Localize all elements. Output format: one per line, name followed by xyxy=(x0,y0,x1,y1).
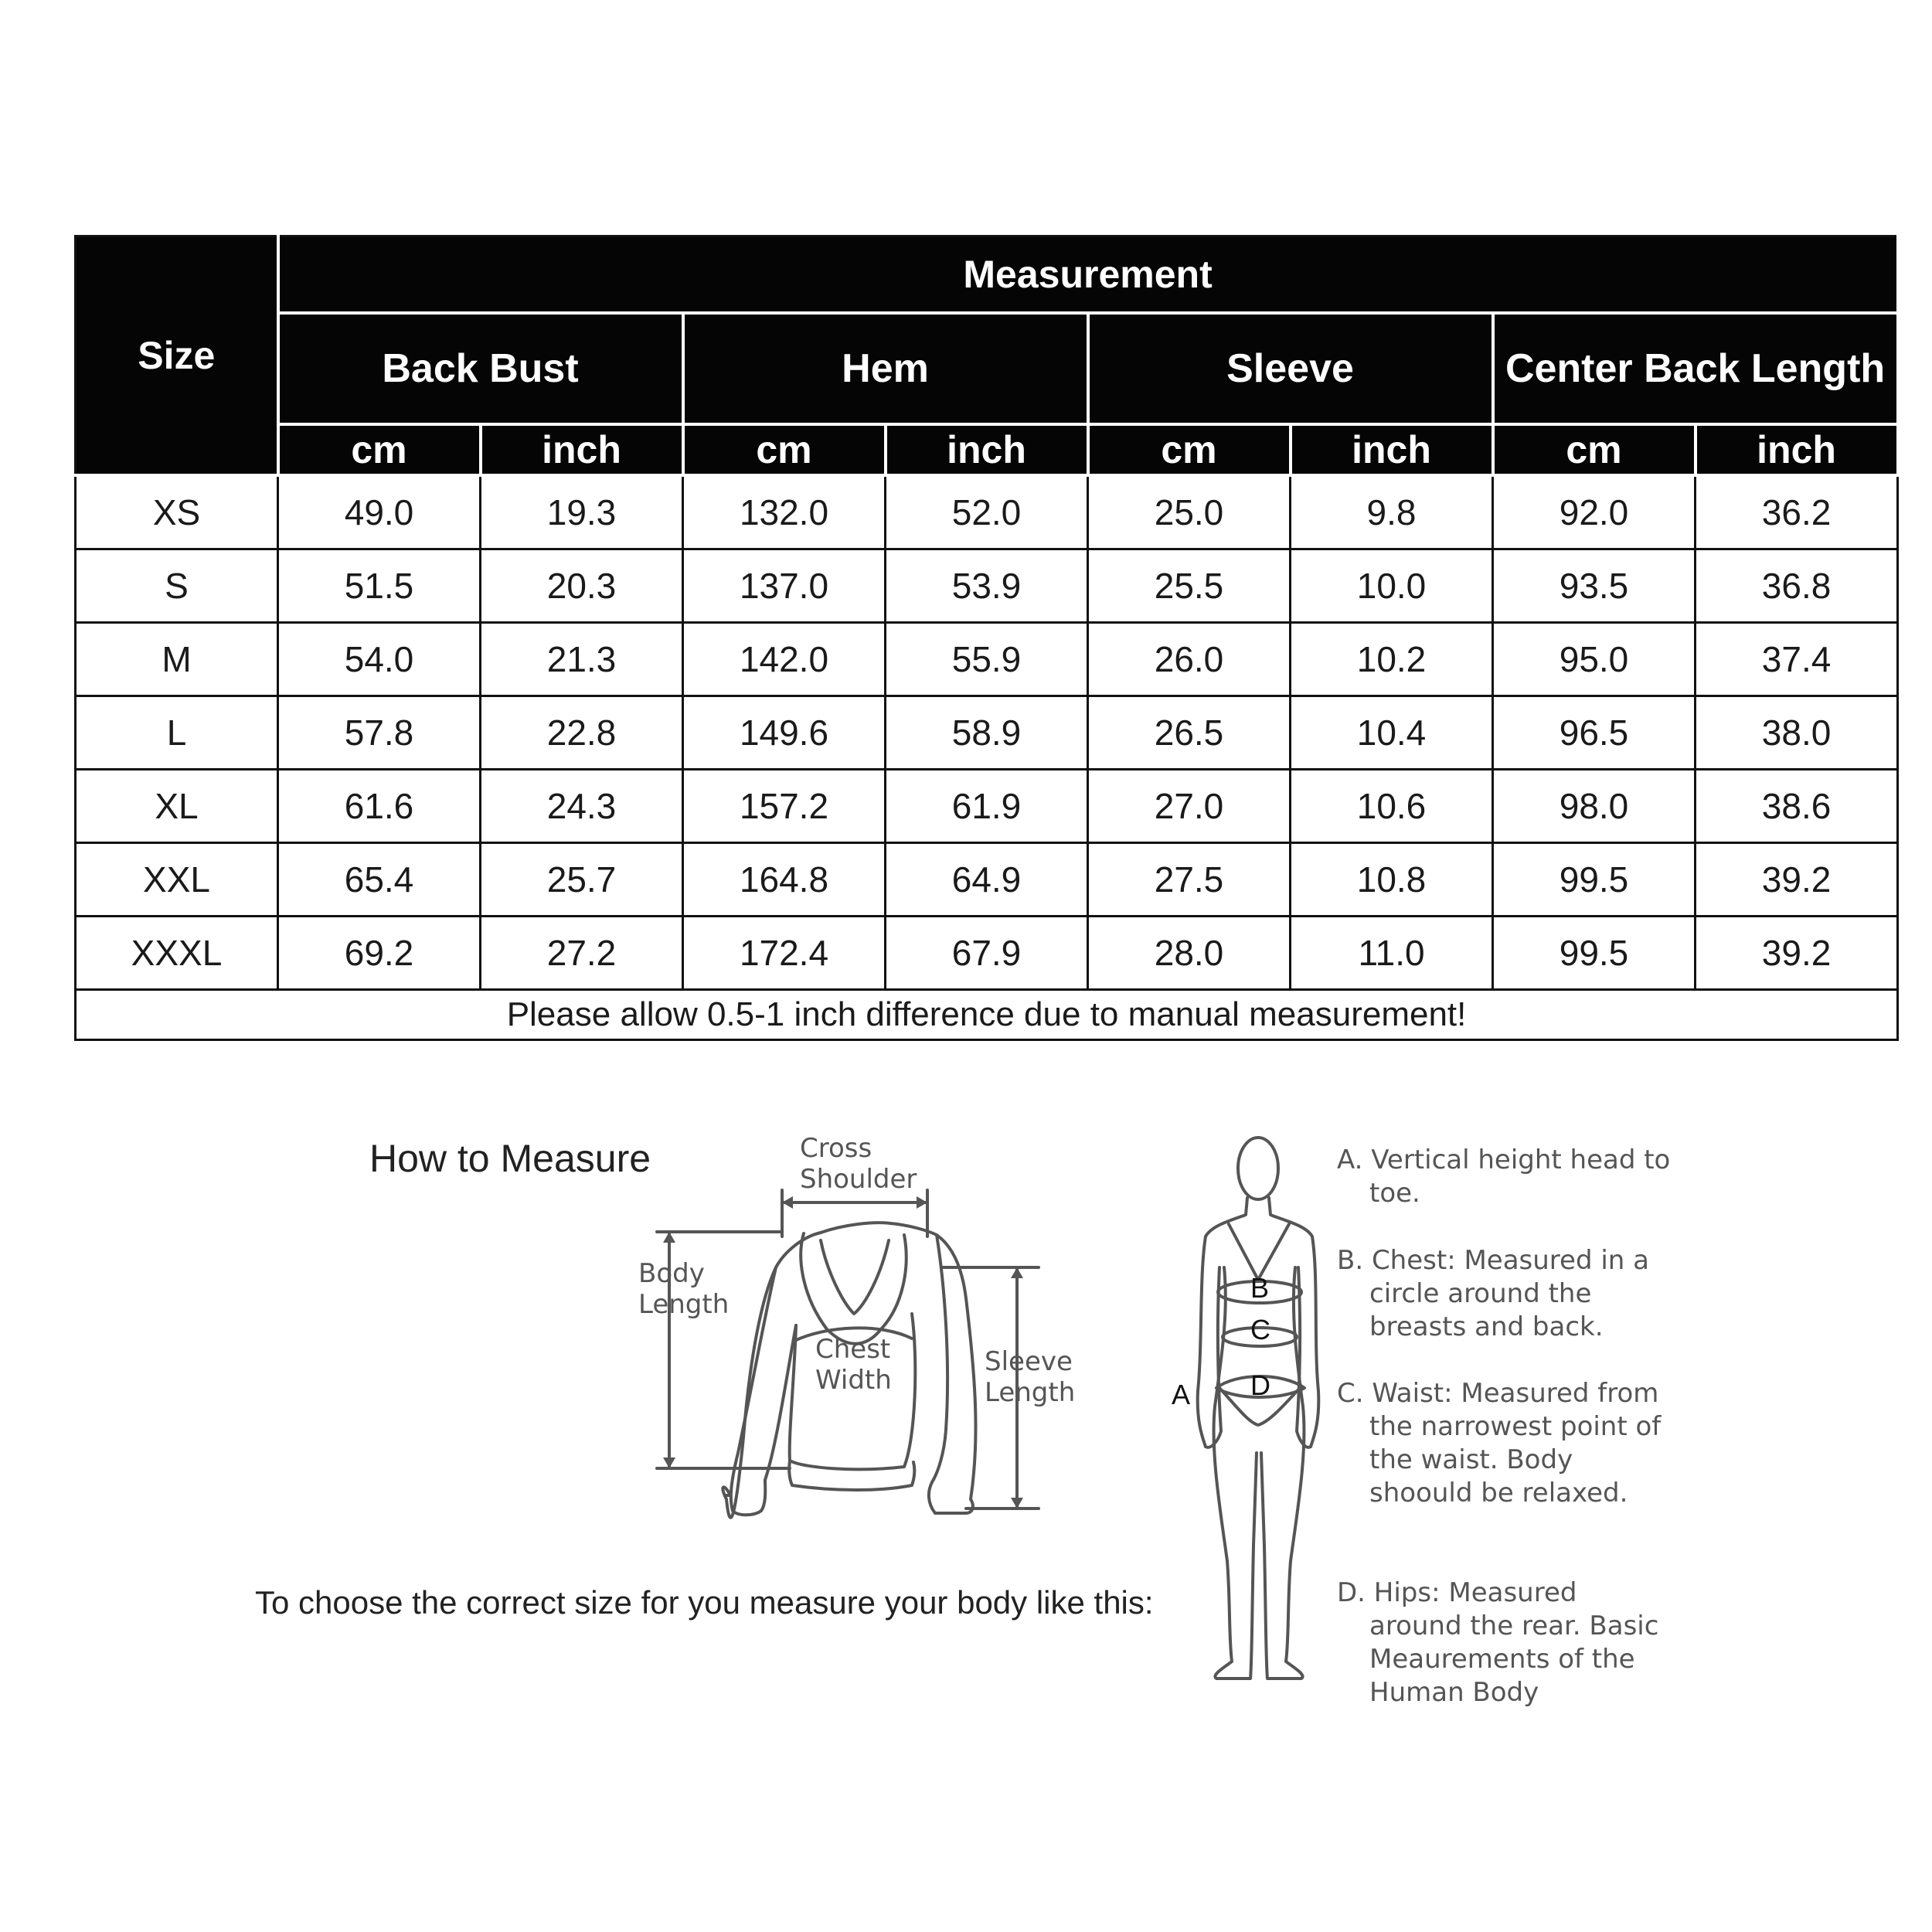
value-cell: 172.4 xyxy=(683,917,886,990)
value-cell: 27.2 xyxy=(481,917,683,990)
legend-text: C. Waist: Measured from the narrowest point of the waist. Body shoould be relaxed. xyxy=(1337,1378,1662,1509)
legend-item-c xyxy=(1337,1377,1677,1510)
legend-item-a xyxy=(1337,1144,1677,1210)
sleeve-length-label xyxy=(985,1346,1075,1408)
size-cell: L xyxy=(76,696,278,770)
body-letter-b: B xyxy=(1250,1272,1270,1304)
unit-header: inch xyxy=(1291,424,1493,475)
body-length-label-line: Body xyxy=(638,1258,705,1289)
measurement-note: Please allow 0.5-1 inch difference due to manual measurement! xyxy=(76,990,1898,1040)
body-length-label xyxy=(638,1258,729,1320)
value-cell: 132.0 xyxy=(683,475,886,549)
size-cell: XS xyxy=(76,475,278,549)
value-cell: 36.2 xyxy=(1696,475,1898,549)
value-cell: 9.8 xyxy=(1291,475,1493,549)
value-cell: 27.5 xyxy=(1088,843,1291,917)
unit-header: cm xyxy=(1493,424,1696,475)
value-cell: 25.7 xyxy=(481,843,683,917)
value-cell: 19.3 xyxy=(481,475,683,549)
how-to-measure-title: How to Measure xyxy=(369,1137,651,1180)
human-body-drawing xyxy=(1198,1138,1319,1679)
body-letter-d: D xyxy=(1250,1369,1270,1401)
value-cell: 25.0 xyxy=(1088,475,1291,549)
value-cell: 39.2 xyxy=(1696,917,1898,990)
value-cell: 20.3 xyxy=(481,549,683,623)
sleeve-length-label-line: Sleeve xyxy=(985,1346,1073,1377)
group-header-hem: Hem xyxy=(683,313,1088,424)
unit-header: inch xyxy=(481,424,683,475)
value-cell: 99.5 xyxy=(1493,917,1696,990)
value-cell: 10.6 xyxy=(1291,770,1493,843)
value-cell: 26.0 xyxy=(1088,623,1291,696)
group-header-sleeve: Sleeve xyxy=(1088,313,1493,424)
value-cell: 54.0 xyxy=(278,623,481,696)
choose-size-instruction: To choose the correct size for you measure your body like this: xyxy=(255,1584,1154,1621)
measurement-header: Measurement xyxy=(278,236,1898,314)
sleeve-length-label-line: Length xyxy=(985,1377,1076,1408)
value-cell: 27.0 xyxy=(1088,770,1291,843)
unit-header: cm xyxy=(278,424,481,475)
value-cell: 92.0 xyxy=(1493,475,1696,549)
value-cell: 26.5 xyxy=(1088,696,1291,770)
size-column-header: Size xyxy=(76,236,278,476)
value-cell: 11.0 xyxy=(1291,917,1493,990)
unit-header: inch xyxy=(886,424,1088,475)
cross-shoulder-label xyxy=(800,1133,917,1195)
value-cell: 22.8 xyxy=(481,696,683,770)
legend-item-b xyxy=(1337,1244,1677,1344)
value-cell: 28.0 xyxy=(1088,917,1291,990)
value-cell: 98.0 xyxy=(1493,770,1696,843)
value-cell: 10.8 xyxy=(1291,843,1493,917)
value-cell: 24.3 xyxy=(481,770,683,843)
value-cell: 10.4 xyxy=(1291,696,1493,770)
value-cell: 142.0 xyxy=(683,623,886,696)
legend-text: B. Chest: Measured in a circle around the breasts and back. xyxy=(1337,1245,1649,1342)
legend-text: D. Hips: Measured around the rear. Basic Meaurements of the Human Body xyxy=(1337,1577,1659,1708)
cross-shoulder-label-line: Cross xyxy=(800,1133,872,1164)
value-cell: 51.5 xyxy=(278,549,481,623)
value-cell: 36.8 xyxy=(1696,549,1898,623)
unit-header: cm xyxy=(683,424,886,475)
value-cell: 10.2 xyxy=(1291,623,1493,696)
chest-width-label-line: Width xyxy=(815,1365,892,1396)
cross-shoulder-label-line: Shoulder xyxy=(800,1164,917,1195)
value-cell: 61.9 xyxy=(886,770,1088,843)
value-cell: 95.0 xyxy=(1493,623,1696,696)
value-cell: 164.8 xyxy=(683,843,886,917)
value-cell: 25.5 xyxy=(1088,549,1291,623)
value-cell: 57.8 xyxy=(278,696,481,770)
body-length-label-line: Length xyxy=(638,1289,730,1320)
value-cell: 37.4 xyxy=(1696,623,1898,696)
value-cell: 93.5 xyxy=(1493,549,1696,623)
value-cell: 39.2 xyxy=(1696,843,1898,917)
size-cell: S xyxy=(76,549,278,623)
value-cell: 67.9 xyxy=(886,917,1088,990)
value-cell: 99.5 xyxy=(1493,843,1696,917)
legend-item-d xyxy=(1337,1577,1677,1709)
unit-header: cm xyxy=(1088,424,1291,475)
value-cell: 69.2 xyxy=(278,917,481,990)
value-cell: 10.0 xyxy=(1291,549,1493,623)
group-header-center-back-length: Center Back Length xyxy=(1493,313,1898,424)
value-cell: 58.9 xyxy=(886,696,1088,770)
group-header-back-bust: Back Bust xyxy=(278,313,683,424)
value-cell: 49.0 xyxy=(278,475,481,549)
size-cell: XXXL xyxy=(76,917,278,990)
body-letter-a: A xyxy=(1172,1379,1191,1410)
value-cell: 96.5 xyxy=(1493,696,1696,770)
chest-width-label-line: Chest xyxy=(815,1334,891,1365)
value-cell: 157.2 xyxy=(683,770,886,843)
value-cell: 65.4 xyxy=(278,843,481,917)
size-cell: XXL xyxy=(76,843,278,917)
value-cell: 38.0 xyxy=(1696,696,1898,770)
value-cell: 137.0 xyxy=(683,549,886,623)
value-cell: 64.9 xyxy=(886,843,1088,917)
value-cell: 61.6 xyxy=(278,770,481,843)
size-cell: M xyxy=(76,623,278,696)
value-cell: 52.0 xyxy=(886,475,1088,549)
body-letter-c: C xyxy=(1250,1314,1270,1345)
unit-header: inch xyxy=(1696,424,1898,475)
value-cell: 21.3 xyxy=(481,623,683,696)
value-cell: 149.6 xyxy=(683,696,886,770)
legend-text: A. Vertical height head to toe. xyxy=(1337,1145,1671,1209)
value-cell: 53.9 xyxy=(886,549,1088,623)
size-cell: XL xyxy=(76,770,278,843)
chest-width-label xyxy=(815,1334,892,1396)
value-cell: 55.9 xyxy=(886,623,1088,696)
value-cell: 38.6 xyxy=(1696,770,1898,843)
